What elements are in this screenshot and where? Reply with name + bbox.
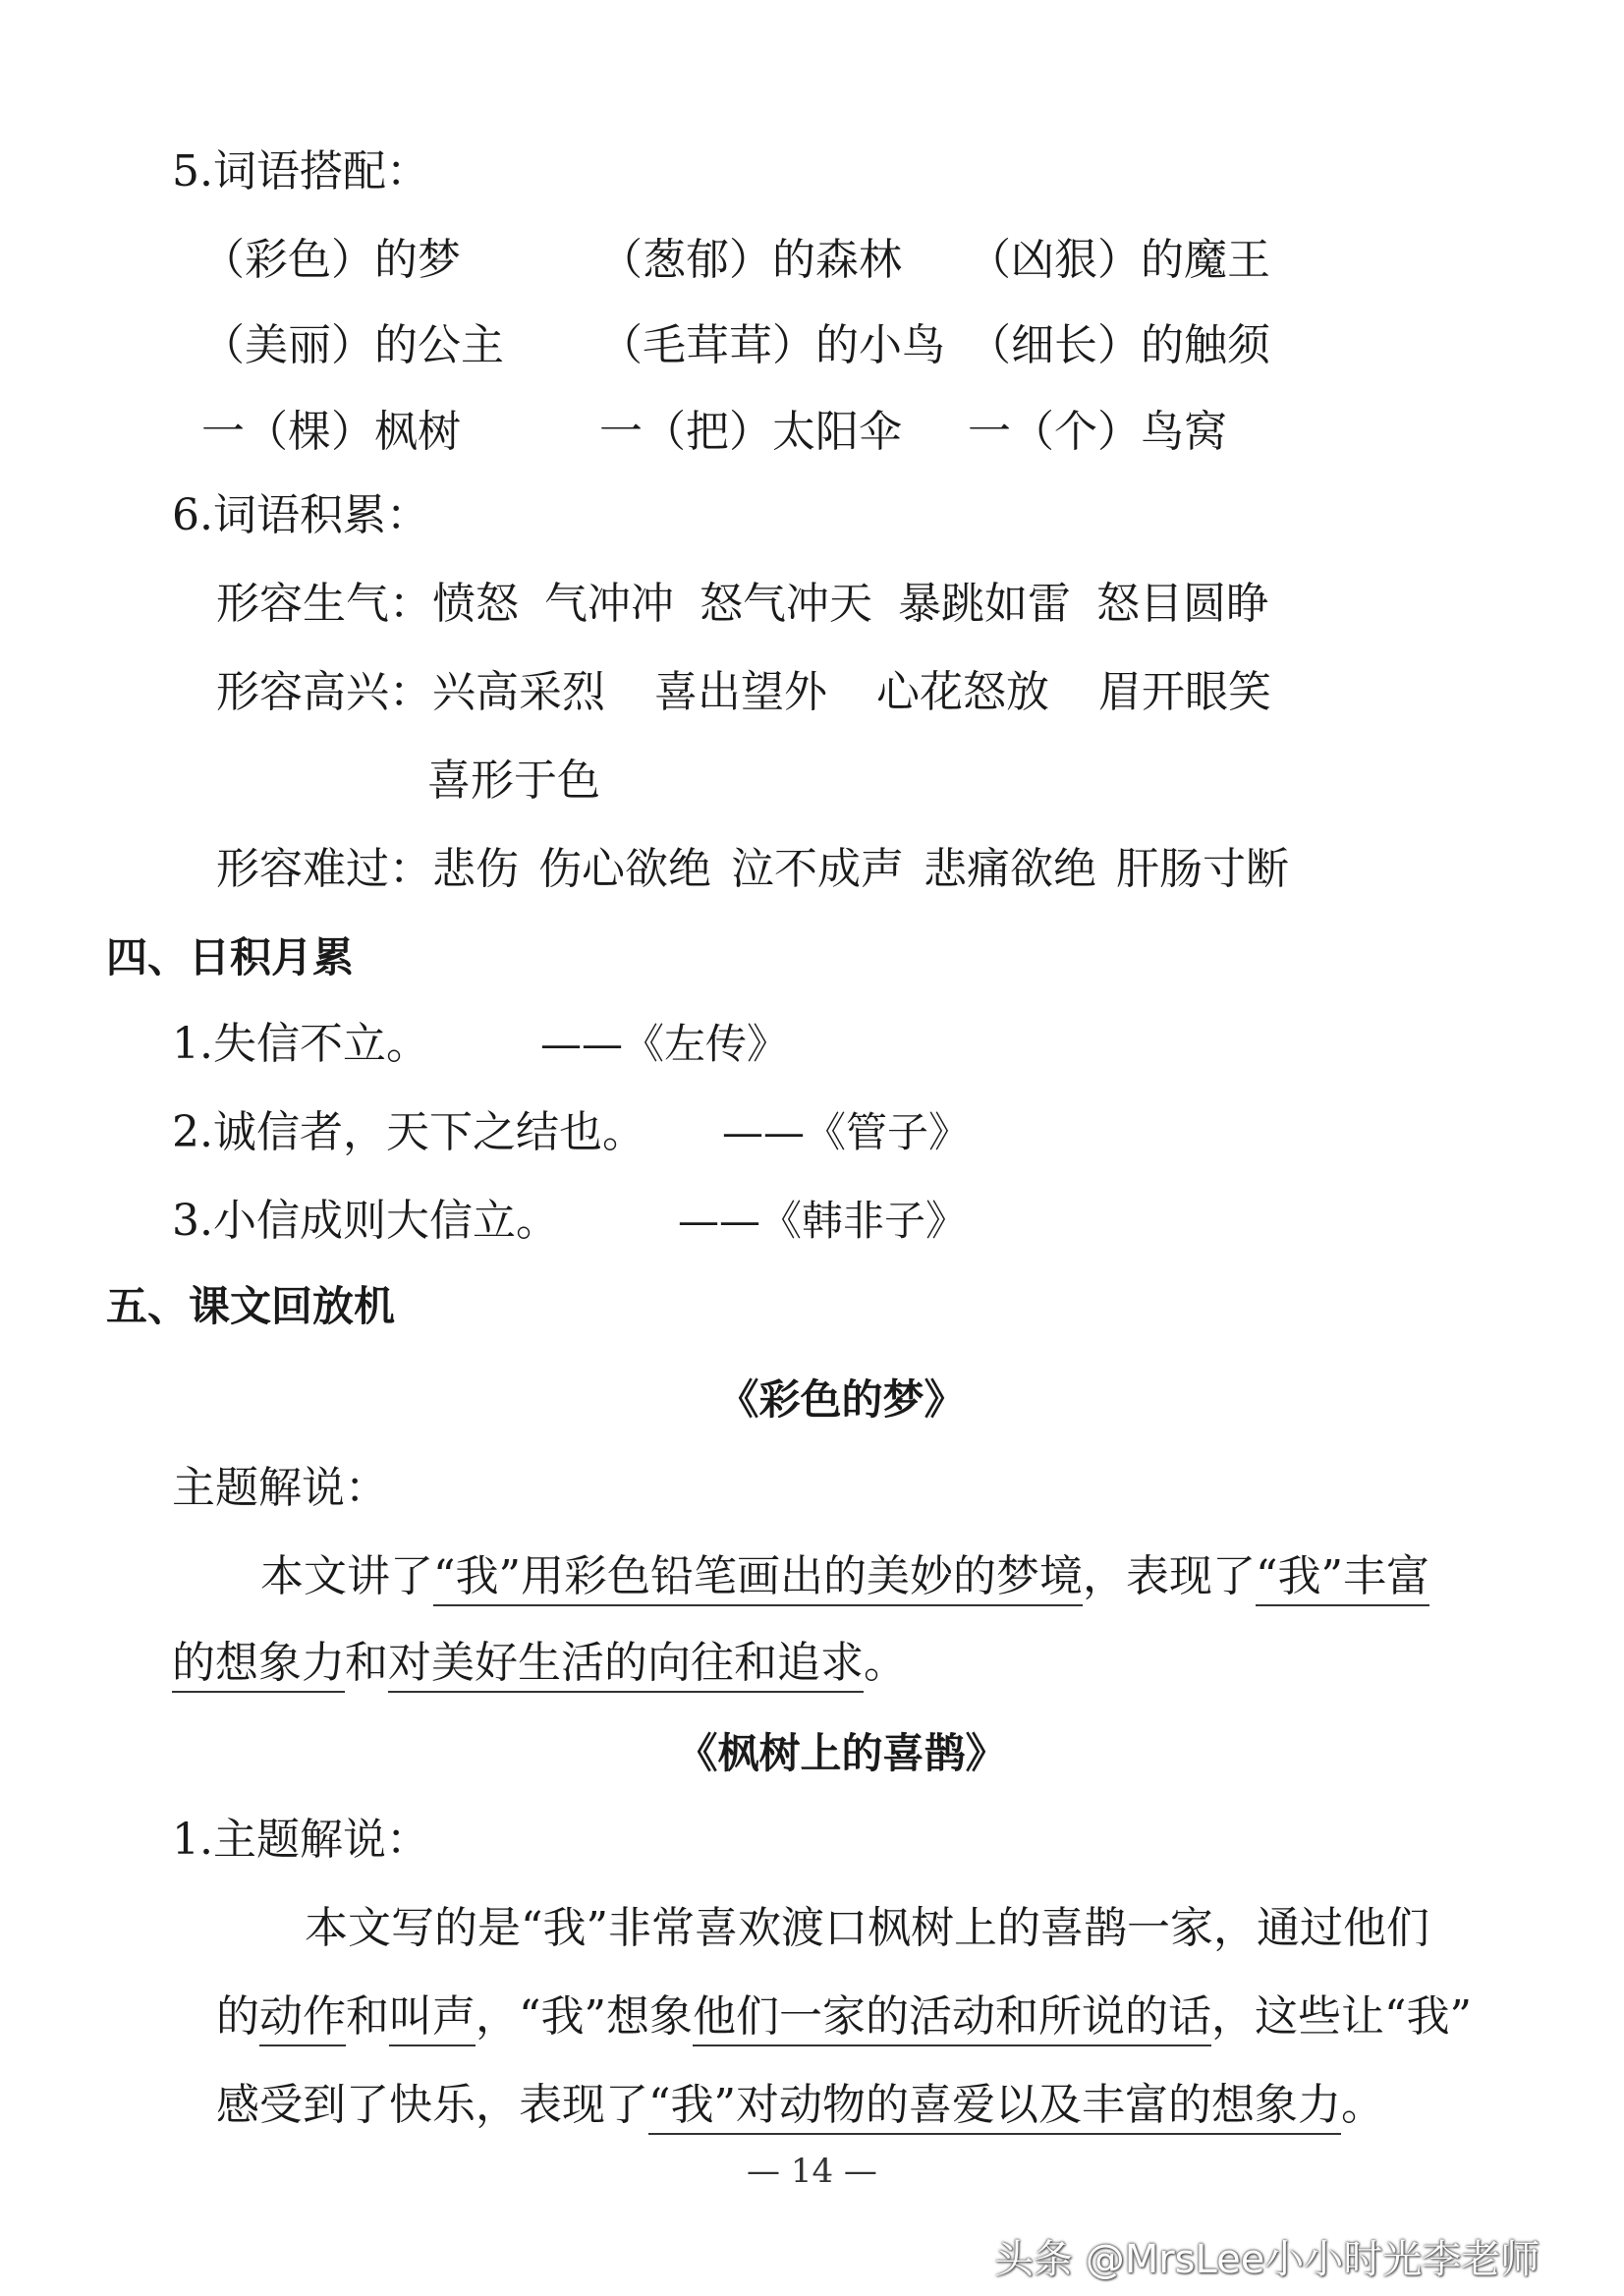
- theme-paragraph-line: [260, 1547, 1429, 1606]
- group-label: 形容高兴：: [216, 667, 432, 717]
- underlined-answer: 他们一家的活动和所说的话: [693, 1991, 1211, 2046]
- word: 暴跳如雷: [898, 579, 1071, 629]
- group-label: 形容生气：: [216, 579, 432, 629]
- lesson-title: 《彩色的梦》: [717, 1375, 966, 1424]
- theme-label: 1.主题解说：: [172, 1815, 429, 1865]
- phrase-cell: （美丽）的公主: [201, 320, 504, 370]
- theme-label: 主题解说：: [172, 1463, 388, 1513]
- text: ，“我”想象: [476, 1991, 693, 2042]
- text: ，表现了: [1083, 1551, 1256, 1601]
- section-5-title: 5.词语搭配：: [172, 146, 429, 196]
- phrase-cell: 一（个）鸟窝: [968, 407, 1227, 457]
- word-group-happy: [216, 663, 1297, 722]
- quote-source: ——《韩非子》: [678, 1197, 968, 1245]
- quote-item: 2.诚信者，天下之结也。: [172, 1107, 645, 1157]
- group-label: 形容难过：: [216, 844, 432, 894]
- word: 悲伤: [432, 844, 519, 894]
- quote-item: 1.失信不立。: [172, 1019, 429, 1069]
- word: 心花怒放: [876, 667, 1049, 717]
- word-group-angry: [216, 575, 1295, 634]
- watermark: 头条 @MrsLee小小时光李老师: [994, 2237, 1540, 2282]
- word: 眉开眼笑: [1098, 667, 1271, 717]
- theme-paragraph-line: 本文写的是“我”非常喜欢渡口枫树上的喜鹊一家，通过他们: [305, 1903, 1429, 1953]
- theme-paragraph-line: [172, 1634, 907, 1693]
- underlined-answer: “我”用彩色铅笔画出的美妙的梦境: [433, 1551, 1083, 1606]
- underlined-answer: 对美好生活的向往和追求: [388, 1638, 864, 1693]
- text: 感受到了快乐，表现了: [216, 2080, 648, 2130]
- word: 气冲冲: [544, 579, 674, 629]
- phrase-cell: （葱郁）的森林: [599, 235, 902, 285]
- underlined-answer: 的想象力: [172, 1638, 345, 1693]
- word: 兴高采烈: [432, 667, 605, 717]
- underlined-answer: “我”对动物的喜爱以及丰富的想象力: [648, 2080, 1341, 2135]
- text: 本文讲了: [260, 1551, 433, 1601]
- page-number: — 14 —: [747, 2152, 877, 2191]
- phrase-cell: 一（棵）枫树: [201, 407, 461, 457]
- word: 怒气冲天: [700, 579, 872, 629]
- phrase-cell: （凶狠）的魔王: [968, 235, 1270, 285]
- underlined-answer: 动作: [259, 1991, 346, 2046]
- word: 愤怒: [432, 579, 519, 629]
- word: 伤心欲绝: [538, 844, 711, 894]
- word-group-sad: [216, 840, 1315, 899]
- text: ，这些让“我”: [1211, 1991, 1472, 2042]
- lesson-title: 《枫树上的喜鹊》: [676, 1729, 1007, 1777]
- phrase-cell: （细长）的触须: [968, 320, 1270, 370]
- underlined-answer: “我”丰富: [1256, 1551, 1429, 1606]
- word: 喜出望外: [654, 667, 827, 717]
- text: 。: [1341, 2080, 1384, 2130]
- text: 和: [345, 1638, 388, 1688]
- text: 。: [864, 1638, 907, 1688]
- underlined-answer: 叫声: [389, 1991, 476, 2046]
- word: 喜形于色: [427, 756, 600, 806]
- theme-paragraph-line: [216, 1988, 1472, 2046]
- quote-source: ——《左传》: [540, 1020, 789, 1068]
- word: 怒目圆睁: [1096, 579, 1269, 629]
- quote-item: 3.小信成则大信立。: [172, 1196, 559, 1246]
- section-4-heading: 四、日积月累: [106, 933, 355, 981]
- word: 肝肠寸断: [1116, 844, 1289, 894]
- word: 泣不成声: [731, 844, 904, 894]
- phrase-cell: （彩色）的梦: [201, 235, 461, 285]
- phrase-cell: 一（把）太阳伞: [599, 407, 902, 457]
- quote-source: ——《管子》: [722, 1108, 971, 1156]
- word: 悲痛欲绝: [924, 844, 1096, 894]
- text: 和: [346, 1991, 389, 2042]
- section-5-heading: 五、课文回放机: [106, 1282, 396, 1330]
- section-6-title: 6.词语积累：: [172, 490, 429, 540]
- phrase-cell: （毛茸茸）的小鸟: [599, 320, 945, 370]
- theme-paragraph-line: [216, 2076, 1384, 2135]
- text: 的: [216, 1991, 259, 2042]
